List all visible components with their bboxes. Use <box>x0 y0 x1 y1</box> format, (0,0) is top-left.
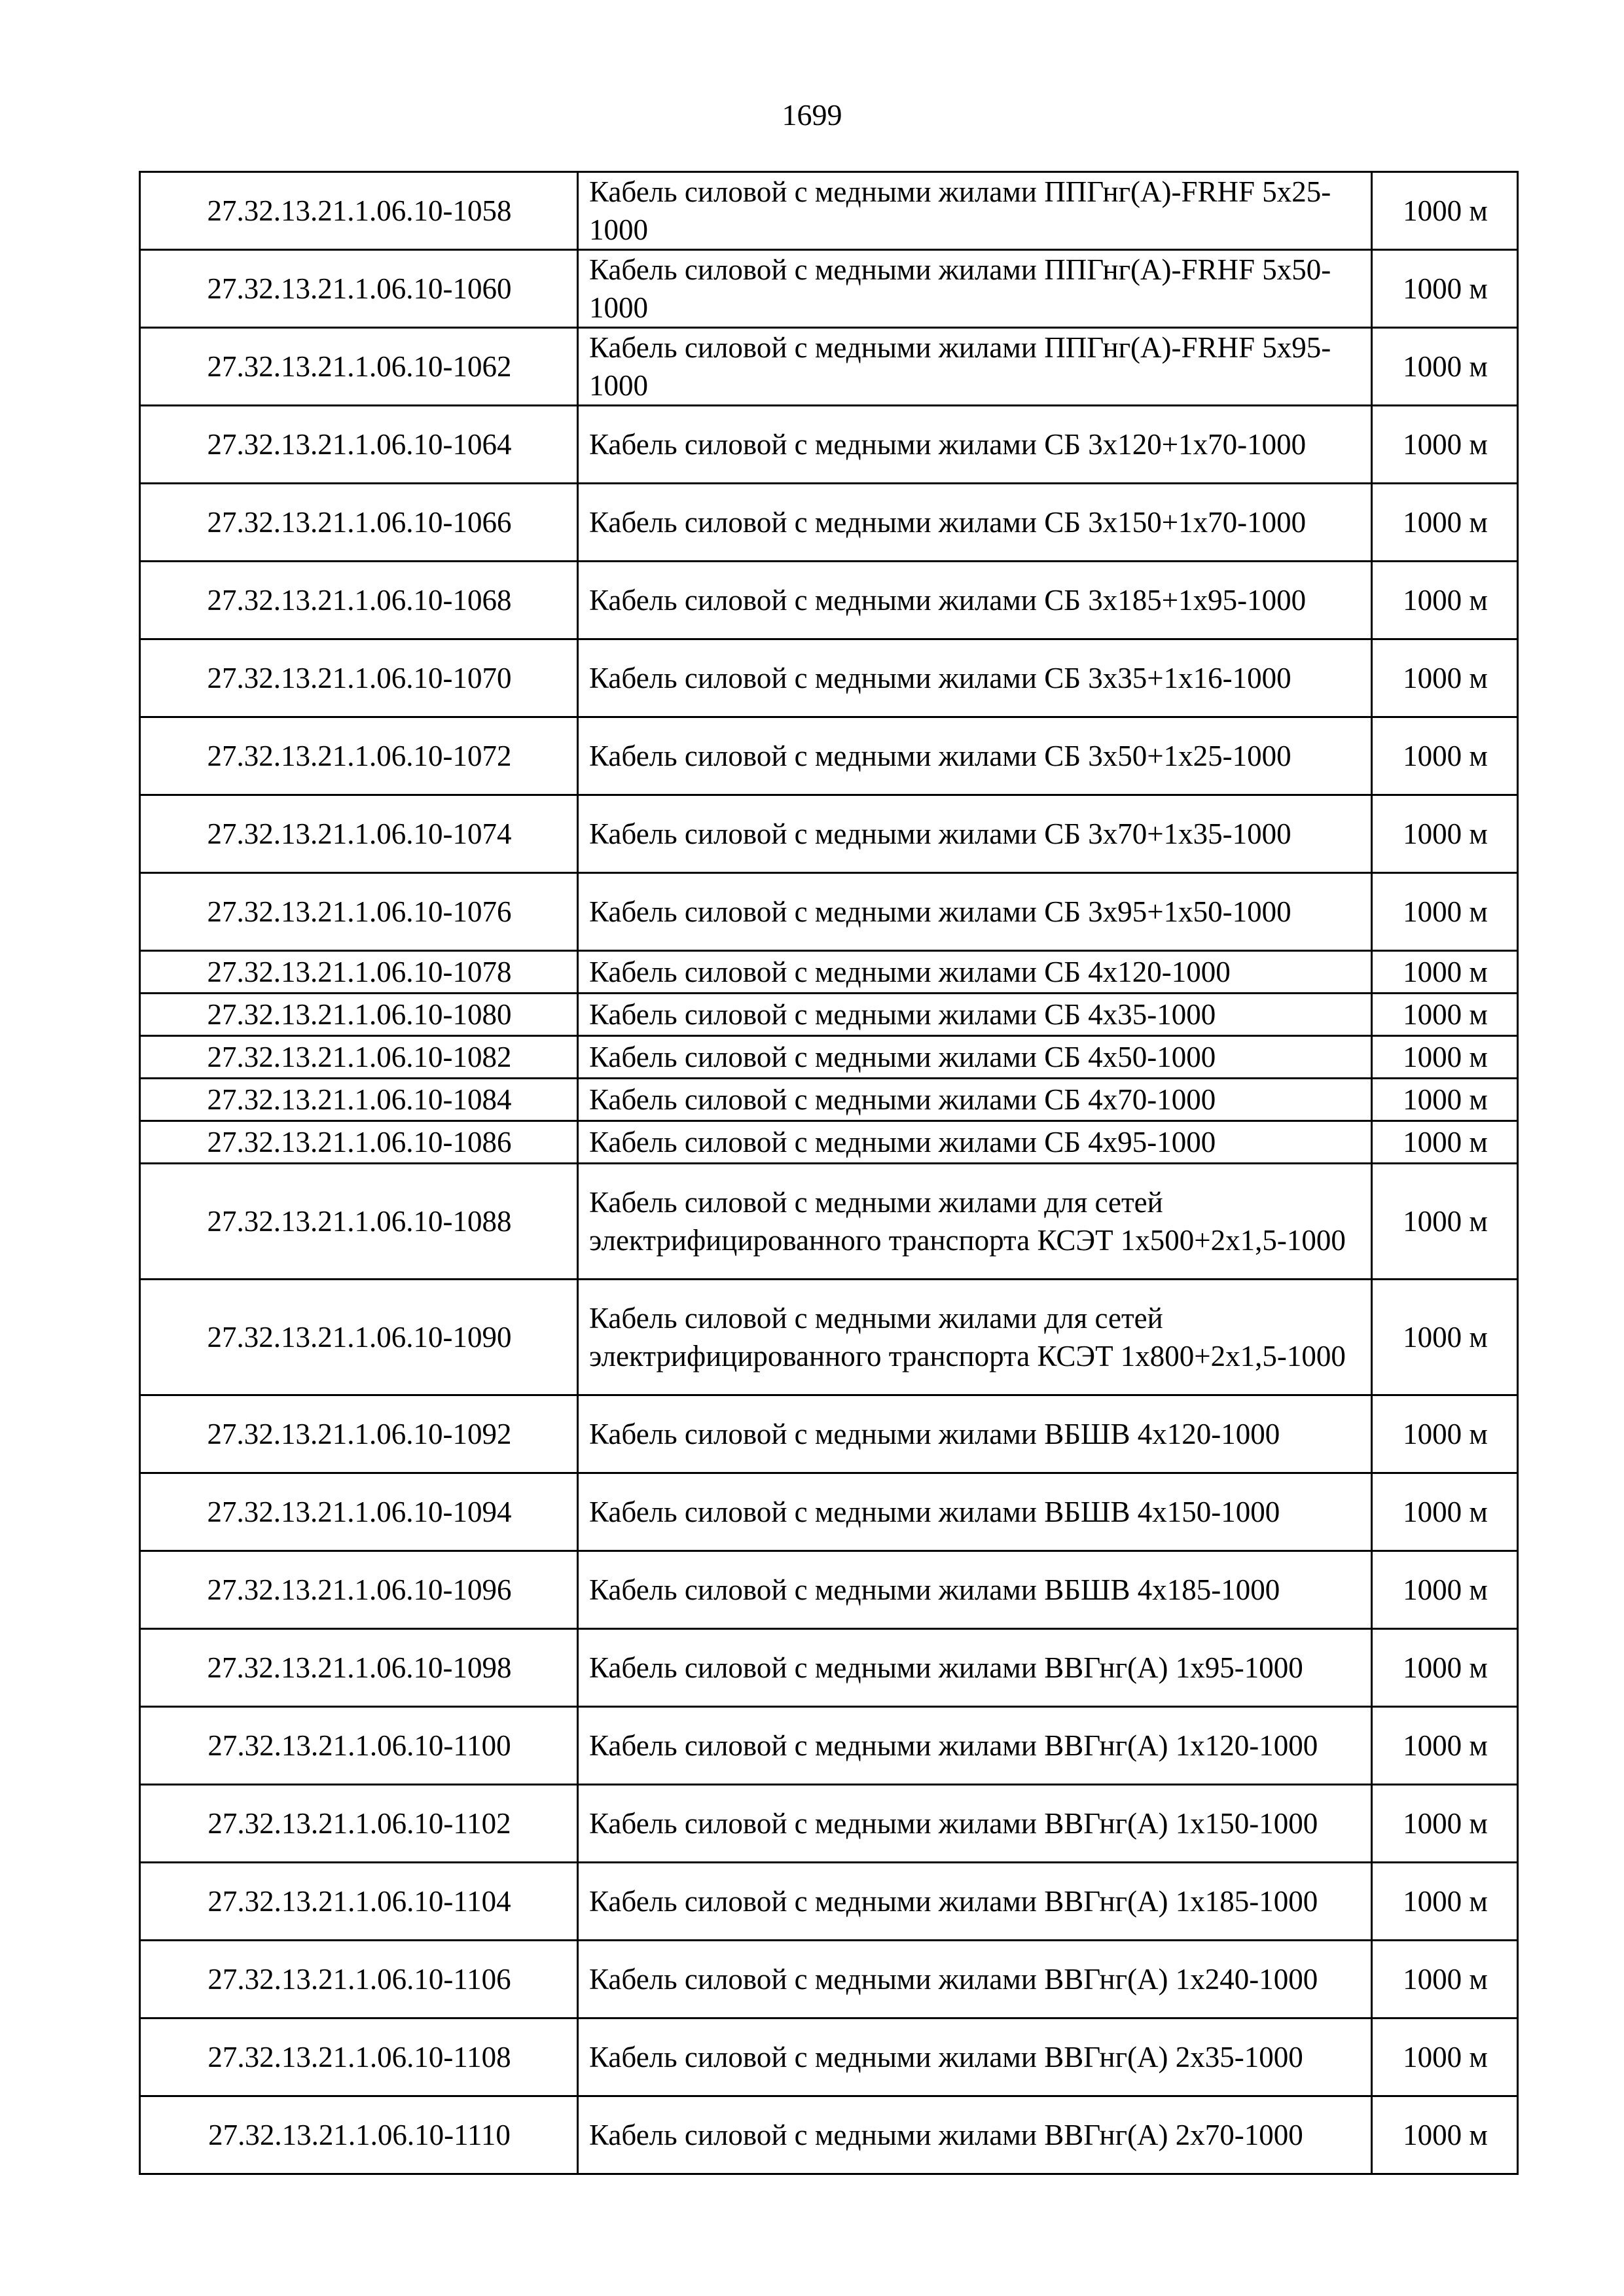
description-cell: Кабель силовой с медными жилами СБ 3х95+1х50-1000 <box>578 873 1372 951</box>
code-cell: 27.32.13.21.1.06.10-1074 <box>140 795 578 873</box>
description-cell: Кабель силовой с медными жилами ВБШВ 4х185-1000 <box>578 1551 1372 1629</box>
description-cell: Кабель силовой с медными жилами ВВГнг(А) 1х95-1000 <box>578 1629 1372 1707</box>
unit-cell: 1000 м <box>1372 2018 1518 2096</box>
description-cell: Кабель силовой с медными жилами СБ 4х120-1000 <box>578 951 1372 994</box>
unit-cell: 1000 м <box>1372 1280 1518 1395</box>
unit-cell: 1000 м <box>1372 1121 1518 1164</box>
description-cell: Кабель силовой с медными жилами ВВГнг(А) 1х150-1000 <box>578 1785 1372 1863</box>
description-cell: Кабель силовой с медными жилами СБ 3х185+1х95-1000 <box>578 562 1372 639</box>
unit-cell: 1000 м <box>1372 1863 1518 1941</box>
code-cell: 27.32.13.21.1.06.10-1088 <box>140 1164 578 1280</box>
description-cell: Кабель силовой с медными жилами ППГнг(А)-FRHF 5х25-1000 <box>578 172 1372 250</box>
description-cell: Кабель силовой с медными жилами для сетей электрифицированного транспорта КСЭТ 1х500+2х1,5-1000 <box>578 1164 1372 1280</box>
unit-cell: 1000 м <box>1372 639 1518 717</box>
code-cell: 27.32.13.21.1.06.10-1062 <box>140 328 578 406</box>
description-cell: Кабель силовой с медными жилами СБ 4х70-1000 <box>578 1079 1372 1121</box>
code-cell: 27.32.13.21.1.06.10-1084 <box>140 1079 578 1121</box>
unit-cell: 1000 м <box>1372 1551 1518 1629</box>
table-row <box>140 994 1518 1036</box>
table-row <box>140 1164 1518 1280</box>
table-row <box>140 1863 1518 1941</box>
table-row <box>140 795 1518 873</box>
table-row <box>140 1941 1518 2018</box>
description-cell: Кабель силовой с медными жилами СБ 3х70+1х35-1000 <box>578 795 1372 873</box>
unit-cell: 1000 м <box>1372 1473 1518 1551</box>
table-row <box>140 1395 1518 1473</box>
unit-cell: 1000 м <box>1372 873 1518 951</box>
unit-cell: 1000 м <box>1372 406 1518 484</box>
code-cell: 27.32.13.21.1.06.10-1068 <box>140 562 578 639</box>
table-row <box>140 639 1518 717</box>
description-cell: Кабель силовой с медными жилами ППГнг(А)-FRHF 5х50-1000 <box>578 250 1372 328</box>
description-cell: Кабель силовой с медными жилами СБ 3х35+1х16-1000 <box>578 639 1372 717</box>
description-cell: Кабель силовой с медными жилами СБ 4х95-1000 <box>578 1121 1372 1164</box>
code-cell: 27.32.13.21.1.06.10-1072 <box>140 717 578 795</box>
table-row <box>140 484 1518 562</box>
code-cell: 27.32.13.21.1.06.10-1100 <box>140 1707 578 1785</box>
unit-cell: 1000 м <box>1372 172 1518 250</box>
unit-cell: 1000 м <box>1372 2096 1518 2174</box>
unit-cell: 1000 м <box>1372 250 1518 328</box>
code-cell: 27.32.13.21.1.06.10-1104 <box>140 1863 578 1941</box>
code-cell: 27.32.13.21.1.06.10-1086 <box>140 1121 578 1164</box>
table-row <box>140 873 1518 951</box>
table-row <box>140 1785 1518 1863</box>
unit-cell: 1000 м <box>1372 484 1518 562</box>
table-row <box>140 172 1518 250</box>
description-cell: Кабель силовой с медными жилами СБ 3х50+1х25-1000 <box>578 717 1372 795</box>
description-cell: Кабель силовой с медными жилами СБ 4х50-1000 <box>578 1036 1372 1079</box>
unit-cell: 1000 м <box>1372 1079 1518 1121</box>
description-cell: Кабель силовой с медными жилами ВБШВ 4х120-1000 <box>578 1395 1372 1473</box>
description-cell: Кабель силовой с медными жилами СБ 4х35-1000 <box>578 994 1372 1036</box>
description-cell: Кабель силовой с медными жилами ВВГнг(А) 2х70-1000 <box>578 2096 1372 2174</box>
table-row <box>140 328 1518 406</box>
code-cell: 27.32.13.21.1.06.10-1102 <box>140 1785 578 1863</box>
description-cell: Кабель силовой с медными жилами СБ 3х150+1х70-1000 <box>578 484 1372 562</box>
code-cell: 27.32.13.21.1.06.10-1076 <box>140 873 578 951</box>
table-row <box>140 562 1518 639</box>
description-cell: Кабель силовой с медными жилами ВБШВ 4х150-1000 <box>578 1473 1372 1551</box>
code-cell: 27.32.13.21.1.06.10-1090 <box>140 1280 578 1395</box>
description-cell: Кабель силовой с медными жилами СБ 3х120+1х70-1000 <box>578 406 1372 484</box>
table-row <box>140 1280 1518 1395</box>
unit-cell: 1000 м <box>1372 328 1518 406</box>
description-cell: Кабель силовой с медными жилами ВВГнг(А) 2х35-1000 <box>578 2018 1372 2096</box>
unit-cell: 1000 м <box>1372 1785 1518 1863</box>
unit-cell: 1000 м <box>1372 795 1518 873</box>
description-cell: Кабель силовой с медными жилами для сетей электрифицированного транспорта КСЭТ 1х800+2х1,5-1000 <box>578 1280 1372 1395</box>
code-cell: 27.32.13.21.1.06.10-1108 <box>140 2018 578 2096</box>
code-cell: 27.32.13.21.1.06.10-1060 <box>140 250 578 328</box>
unit-cell: 1000 м <box>1372 1036 1518 1079</box>
unit-cell: 1000 м <box>1372 951 1518 994</box>
cable-table <box>139 171 1519 2175</box>
unit-cell: 1000 м <box>1372 1629 1518 1707</box>
unit-cell: 1000 м <box>1372 1164 1518 1280</box>
table-row <box>140 406 1518 484</box>
code-cell: 27.32.13.21.1.06.10-1080 <box>140 994 578 1036</box>
code-cell: 27.32.13.21.1.06.10-1106 <box>140 1941 578 2018</box>
table-row <box>140 1079 1518 1121</box>
table-row <box>140 1551 1518 1629</box>
table-row <box>140 2096 1518 2174</box>
description-cell: Кабель силовой с медными жилами ВВГнг(А) 1х240-1000 <box>578 1941 1372 2018</box>
code-cell: 27.32.13.21.1.06.10-1110 <box>140 2096 578 2174</box>
page-number: 1699 <box>782 98 842 132</box>
code-cell: 27.32.13.21.1.06.10-1094 <box>140 1473 578 1551</box>
table-row <box>140 951 1518 994</box>
code-cell: 27.32.13.21.1.06.10-1078 <box>140 951 578 994</box>
code-cell: 27.32.13.21.1.06.10-1082 <box>140 1036 578 1079</box>
table-row <box>140 250 1518 328</box>
unit-cell: 1000 м <box>1372 1941 1518 2018</box>
code-cell: 27.32.13.21.1.06.10-1092 <box>140 1395 578 1473</box>
unit-cell: 1000 м <box>1372 717 1518 795</box>
unit-cell: 1000 м <box>1372 562 1518 639</box>
table-row <box>140 1036 1518 1079</box>
table-row <box>140 1707 1518 1785</box>
description-cell: Кабель силовой с медными жилами ВВГнг(А) 1х185-1000 <box>578 1863 1372 1941</box>
code-cell: 27.32.13.21.1.06.10-1066 <box>140 484 578 562</box>
code-cell: 27.32.13.21.1.06.10-1098 <box>140 1629 578 1707</box>
code-cell: 27.32.13.21.1.06.10-1070 <box>140 639 578 717</box>
table-row <box>140 717 1518 795</box>
code-cell: 27.32.13.21.1.06.10-1058 <box>140 172 578 250</box>
code-cell: 27.32.13.21.1.06.10-1096 <box>140 1551 578 1629</box>
code-cell: 27.32.13.21.1.06.10-1064 <box>140 406 578 484</box>
description-cell: Кабель силовой с медными жилами ППГнг(А)-FRHF 5х95-1000 <box>578 328 1372 406</box>
table-row <box>140 1121 1518 1164</box>
unit-cell: 1000 м <box>1372 1395 1518 1473</box>
table-row <box>140 2018 1518 2096</box>
table-row <box>140 1629 1518 1707</box>
unit-cell: 1000 м <box>1372 994 1518 1036</box>
table-row <box>140 1473 1518 1551</box>
unit-cell: 1000 м <box>1372 1707 1518 1785</box>
description-cell: Кабель силовой с медными жилами ВВГнг(А) 1х120-1000 <box>578 1707 1372 1785</box>
